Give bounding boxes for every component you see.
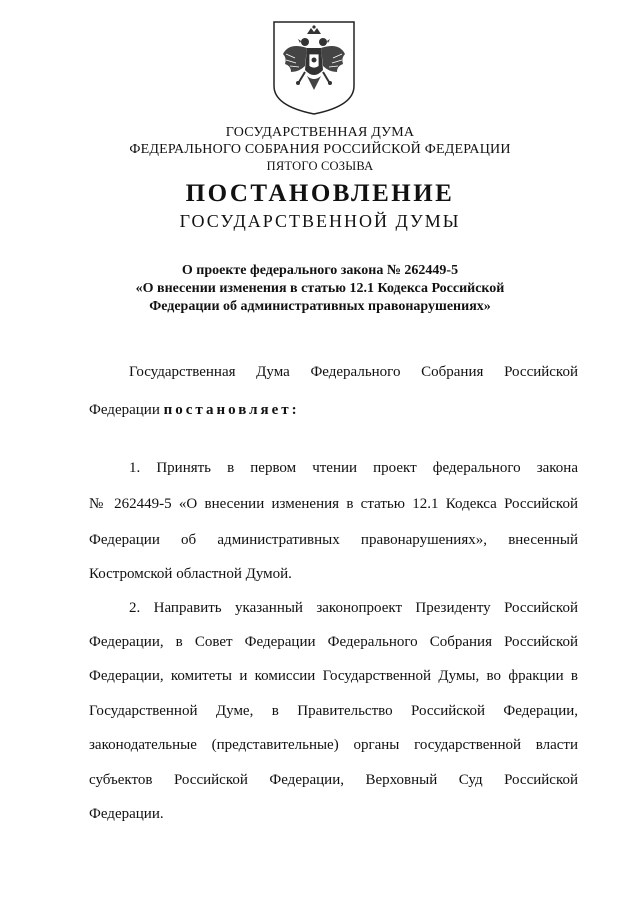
resolution-subject [0, 262, 640, 316]
paragraph-2-line-6: субъектов Российской Федерации, Верховный Суд Российской [89, 772, 578, 788]
paragraph-1-line-4: Костромской областной Думой. [89, 566, 292, 582]
paragraph-1-line-3: Федерации об административных правонарушениях», внесенный [89, 532, 578, 548]
issuing-body-header [0, 124, 640, 175]
paragraph-1-line-1: 1. Принять в первом чтении проект федерального закона [129, 460, 578, 476]
paragraph-2-line-7: Федерации. [89, 806, 164, 822]
header-line-assembly: ФЕДЕРАЛЬНОГО СОБРАНИЯ РОССИЙСКОЙ ФЕДЕРАЦИИ [129, 142, 511, 157]
coat-of-arms-emblem-icon [271, 20, 357, 116]
paragraph-2-line-1: 2. Направить указанный законопроект Президенту Российской [129, 600, 578, 616]
subject-line-2: «О внесении изменения в статью 12.1 Кодекса Российской [135, 281, 505, 296]
preamble-line-1: Государственная Дума Федерального Собрания Российской [129, 364, 578, 380]
document-title: ПОСТАНОВЛЕНИЕ [185, 180, 455, 207]
paragraph-2-line-4: Государственной Думе, в Правительство Российской Федерации, [89, 703, 578, 719]
paragraph-2-line-2: Федерации, в Совет Федерации Федерального Собрания Российской [89, 634, 578, 650]
header-line-duma: ГОСУДАРСТВЕННАЯ ДУМА [225, 125, 415, 140]
preamble-line-2-prefix: Федерации [89, 402, 164, 418]
paragraph-1-line-2: № 262449-5 «О внесении изменения в статью 12.1 Кодекса Российской [89, 496, 578, 512]
paragraph-2-line-5: законодательные (представительные) органы государственной власти [89, 737, 578, 753]
preamble-line-2 [89, 402, 578, 422]
subject-line-1: О проекте федерального закона № 262449-5 [181, 263, 459, 278]
document-subtitle: ГОСУДАРСТВЕННОЙ ДУМЫ [179, 211, 461, 231]
preamble-decree-word: постановляет: [163, 402, 300, 418]
subject-line-3: Федерации об административных правонарушениях» [149, 299, 491, 314]
paragraph-2-line-3: Федерации, комитеты и комиссии Государственной Думы, во фракции в [89, 668, 578, 684]
header-line-convocation: ПЯТОГО СОЗЫВА [266, 159, 374, 173]
